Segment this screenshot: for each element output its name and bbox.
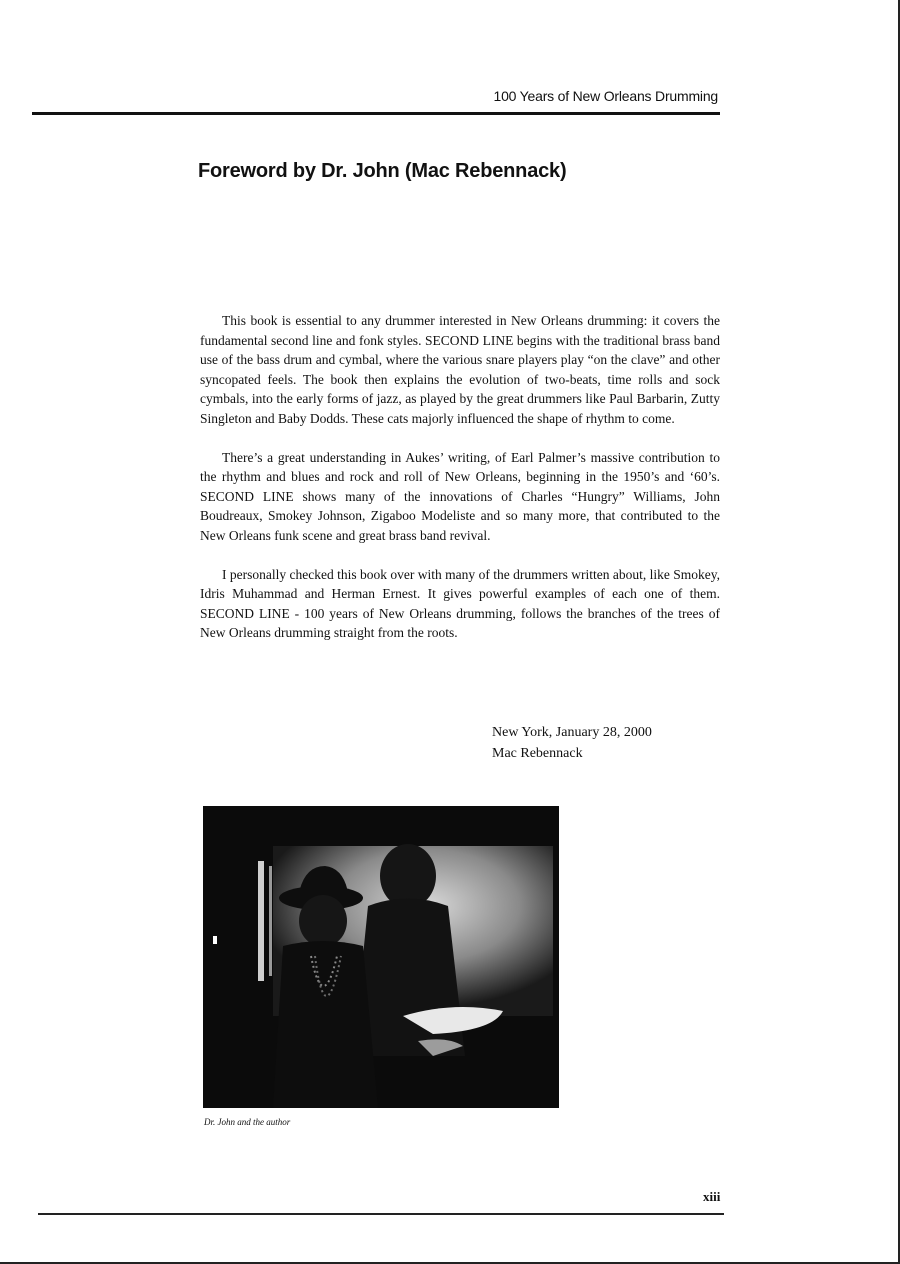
paragraph-2: There’s a great understanding in Aukes’ writing, of Earl Palmer’s massive contribution to the rhythm and blues and rock and roll of New Orleans, beginning in the 1950’s and ‘60’s. SECOND LINE shows many of the innovations of Charles “Hungry” Williams, John Boudreaux, Smokey Johnson, Zigaboo Modeliste and so many more, that contributed to the New Orleans funk scene and great brass band revival. [200,449,720,543]
photo-caption: Dr. John and the author [204,1117,291,1127]
paragraph-1: This book is essential to any drummer interested in New Orleans drumming: it covers the fundamental second line and fonk styles. SECOND LINE begins with the traditional brass band use of the bass drum and cymbal, where the various snare players play “on the clave” and other syncopated feels. The book then explains the evolution of two-beats, time rolls and sock cymbals, into the early forms of jazz, as played by the great drummers like Paul Barbarin, Zutty Singleton and Baby Dodds. These cats majorly influenced the shape of rhythm to come. [200,313,720,426]
signature-place-date: New York, January 28, 2000 [492,725,652,740]
footer-rule [38,1213,724,1215]
photo [203,806,559,1108]
photo-image [203,806,559,1108]
paragraph-3: I personally checked this book over with many of the drummers written about, like Smokey, Idris Muhammad and Herman Ernest. It gives powerful examples of each one of them. SECOND LINE - 100 years of New Orleans drumming, follows the branches of the trees of New Orleans drumming straight from the roots. [200,566,720,640]
signature-block [492,722,652,764]
foreword-body [200,311,720,662]
signature-name: Mac Rebennack [492,746,583,761]
foreword-title: Foreword by Dr. John (Mac Rebennack) [198,160,567,182]
header-rule [32,112,720,115]
page-number: xiii [703,1189,721,1204]
running-header: 100 Years of New Orleans Drumming [493,88,718,104]
